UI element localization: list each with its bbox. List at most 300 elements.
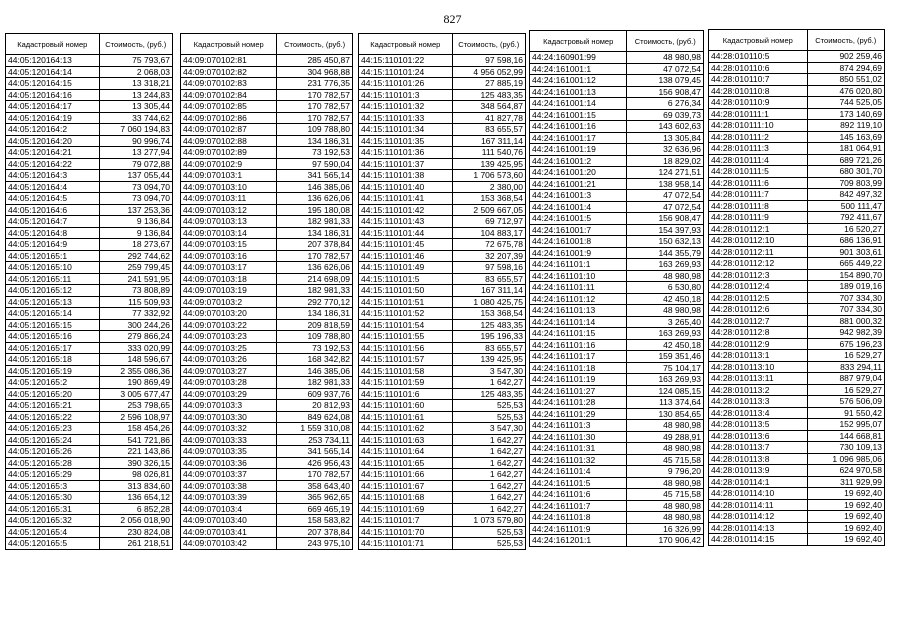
table-row — [359, 112, 526, 124]
table-row — [359, 296, 526, 308]
table-row — [709, 476, 885, 488]
table-row — [359, 227, 526, 239]
cost-cell: 744 525,05 — [807, 97, 884, 109]
table-row — [530, 178, 704, 190]
cadastral-number-cell: 44:09:070102:88 — [181, 135, 277, 147]
cadastral-number-cell: 44:05:120165:18 — [6, 354, 100, 366]
cadastral-number-cell: 44:09:070102:82 — [181, 66, 277, 78]
cadastral-number-cell: 44:15:110101:56 — [359, 342, 453, 354]
cost-cell: 146 385,06 — [277, 181, 353, 193]
table-row — [359, 319, 526, 331]
table-row — [530, 224, 704, 236]
cadastral-number-cell: 44:05:120164:9 — [6, 239, 100, 251]
table-row — [6, 89, 173, 101]
cadastral-number-cell: 44:09:070102:85 — [181, 101, 277, 113]
cost-cell: 134 186,31 — [277, 135, 353, 147]
cadastral-number-cell: 44:09:070103:20 — [181, 308, 277, 320]
table-row — [181, 296, 353, 308]
table-row — [181, 250, 353, 262]
cadastral-number-cell: 44:15:110101:34 — [359, 124, 453, 136]
cadastral-number-cell: 44:28:010110:8 — [709, 85, 808, 97]
table-row — [709, 304, 885, 316]
cost-cell: 27 885,19 — [452, 78, 525, 90]
cadastral-number-cell: 44:15:110101:61 — [359, 411, 453, 423]
cadastral-table-2 — [180, 33, 353, 550]
cadastral-number-cell: 44:28:010111:1 — [709, 108, 808, 120]
cadastral-number-cell: 44:24:161101:6 — [530, 489, 627, 501]
table-row — [359, 377, 526, 389]
header-cost: Стоимость, (руб.) — [277, 34, 353, 55]
table-row — [530, 190, 704, 202]
cost-cell: 48 980,98 — [627, 52, 704, 64]
table-row — [6, 411, 173, 423]
cadastral-number-cell: 44:15:110101:69 — [359, 503, 453, 515]
table-row — [709, 361, 885, 373]
table-row — [6, 112, 173, 124]
table-row — [709, 85, 885, 97]
table-row — [6, 434, 173, 446]
cost-cell: 47 072,54 — [627, 201, 704, 213]
cadastral-number-cell: 44:15:110101:43 — [359, 216, 453, 228]
cadastral-number-cell: 44:28:010112:10 — [709, 235, 808, 247]
cadastral-number-cell: 44:05:120165:2 — [6, 377, 100, 389]
table-row — [181, 262, 353, 274]
cost-cell: 3 547,30 — [452, 365, 525, 377]
table-row — [6, 273, 173, 285]
cadastral-number-cell: 44:28:010112:4 — [709, 281, 808, 293]
cadastral-number-cell: 44:05:120165:23 — [6, 423, 100, 435]
cadastral-number-cell: 44:24:161101:10 — [530, 270, 627, 282]
cadastral-number-cell: 44:09:070102:86 — [181, 112, 277, 124]
cadastral-number-cell: 44:05:120164:22 — [6, 158, 100, 170]
cost-cell: 833 294,11 — [807, 361, 884, 373]
cadastral-number-cell: 44:05:120165:29 — [6, 469, 100, 481]
cost-cell: 42 450,18 — [627, 293, 704, 305]
cadastral-number-cell: 44:24:161101:9 — [530, 523, 627, 535]
cost-cell: 97 598,16 — [452, 55, 525, 67]
cost-cell: 881 000,32 — [807, 315, 884, 327]
cost-cell: 207 378,84 — [277, 239, 353, 251]
cost-cell: 3 547,30 — [452, 423, 525, 435]
cost-cell: 709 803,99 — [807, 177, 884, 189]
table-row — [530, 500, 704, 512]
table-row — [530, 109, 704, 121]
cadastral-number-cell: 44:24:161101:29 — [530, 408, 627, 420]
cadastral-number-cell: 44:24:161201:1 — [530, 535, 627, 547]
cost-cell: 154 890,70 — [807, 269, 884, 281]
table-row — [359, 78, 526, 90]
table-row — [530, 144, 704, 156]
cost-cell: 541 721,86 — [99, 434, 172, 446]
cost-cell: 139 425,95 — [452, 354, 525, 366]
cadastral-number-cell: 44:05:120164:3 — [6, 170, 100, 182]
cadastral-number-cell: 44:15:110101:24 — [359, 66, 453, 78]
cost-cell: 45 715,58 — [627, 454, 704, 466]
table-row — [6, 423, 173, 435]
cost-cell: 153 368,54 — [452, 193, 525, 205]
cadastral-number-cell: 44:15:110101:57 — [359, 354, 453, 366]
table-row — [181, 78, 353, 90]
cadastral-number-cell: 44:05:120165:19 — [6, 365, 100, 377]
table-row — [181, 365, 353, 377]
cadastral-number-cell: 44:24:161101:32 — [530, 454, 627, 466]
cost-cell: 341 565,14 — [277, 170, 353, 182]
table-row — [530, 155, 704, 167]
cost-cell: 313 834,60 — [99, 480, 172, 492]
cadastral-number-cell: 44:28:010113:6 — [709, 430, 808, 442]
table-row — [709, 235, 885, 247]
cadastral-number-cell: 44:15:110101:49 — [359, 262, 453, 274]
table-row — [359, 515, 526, 527]
cadastral-number-cell: 44:09:070102:87 — [181, 124, 277, 136]
cost-cell: 669 465,19 — [277, 503, 353, 515]
cost-cell: 83 655,57 — [452, 342, 525, 354]
table-row — [709, 442, 885, 454]
table-row — [6, 170, 173, 182]
cost-cell: 124 085,15 — [627, 385, 704, 397]
table-row — [709, 62, 885, 74]
table-row — [709, 108, 885, 120]
table-row — [6, 308, 173, 320]
cost-cell: 163 269,93 — [627, 328, 704, 340]
cost-cell: 109 788,80 — [277, 124, 353, 136]
cost-cell: 181 064,91 — [807, 143, 884, 155]
cost-cell: 1 642,27 — [452, 469, 525, 481]
table-row — [530, 247, 704, 259]
table-row — [709, 166, 885, 178]
table-row — [530, 362, 704, 374]
cadastral-number-cell: 44:09:070103:14 — [181, 227, 277, 239]
cadastral-number-cell: 44:24:161001:20 — [530, 167, 627, 179]
header-cadastral-number: Кадастровый номер — [709, 30, 808, 51]
cadastral-number-cell: 44:09:070103:32 — [181, 423, 277, 435]
cadastral-number-cell: 44:05:120164:19 — [6, 112, 100, 124]
table-row — [709, 384, 885, 396]
cost-cell: 48 980,98 — [627, 270, 704, 282]
cadastral-number-cell: 44:15:110101:7 — [359, 515, 453, 527]
table-row — [6, 319, 173, 331]
table-row — [359, 526, 526, 538]
cost-cell: 170 782,57 — [277, 101, 353, 113]
cadastral-number-cell: 44:05:120165:26 — [6, 446, 100, 458]
cadastral-number-cell: 44:28:010111:4 — [709, 154, 808, 166]
cost-cell: 1 096 985,06 — [807, 453, 884, 465]
cost-cell: 48 980,98 — [627, 305, 704, 317]
cadastral-number-cell: 44:24:160901:99 — [530, 52, 627, 64]
header-cost: Стоимость, (руб.) — [452, 34, 525, 55]
table-row — [181, 285, 353, 297]
table-row — [530, 167, 704, 179]
table-row — [530, 121, 704, 133]
cost-cell: 892 119,10 — [807, 120, 884, 132]
cost-cell: 195 180,08 — [277, 204, 353, 216]
table-row — [6, 538, 173, 550]
table-row — [359, 469, 526, 481]
table-row — [359, 457, 526, 469]
cost-cell: 686 136,91 — [807, 235, 884, 247]
cost-cell: 525,53 — [452, 400, 525, 412]
cadastral-number-cell: 44:15:110101:68 — [359, 492, 453, 504]
table-row — [709, 189, 885, 201]
cadastral-number-cell: 44:28:010113:9 — [709, 465, 808, 477]
table-row — [181, 112, 353, 124]
table-row — [6, 204, 173, 216]
cadastral-number-cell: 44:05:120164:6 — [6, 204, 100, 216]
table-row — [6, 469, 173, 481]
cadastral-number-cell: 44:15:110101:3 — [359, 89, 453, 101]
table-row — [181, 66, 353, 78]
cadastral-number-cell: 44:09:070103:19 — [181, 285, 277, 297]
cadastral-number-cell: 44:09:070103:10 — [181, 181, 277, 193]
cost-cell: 1 642,27 — [452, 503, 525, 515]
cadastral-number-cell: 44:24:161101:11 — [530, 282, 627, 294]
cost-cell: 689 721,26 — [807, 154, 884, 166]
cadastral-number-cell: 44:05:120165:16 — [6, 331, 100, 343]
table-row — [530, 86, 704, 98]
table-row — [359, 181, 526, 193]
cost-cell: 98 026,81 — [99, 469, 172, 481]
table-row — [6, 55, 173, 67]
cadastral-number-cell: 44:15:110101:38 — [359, 170, 453, 182]
cost-cell: 136 626,06 — [277, 262, 353, 274]
cost-cell: 2 056 018,90 — [99, 515, 172, 527]
cadastral-number-cell: 44:24:161101:12 — [530, 293, 627, 305]
table-row — [530, 132, 704, 144]
cadastral-number-cell: 44:05:120165:28 — [6, 457, 100, 469]
cost-cell: 942 982,39 — [807, 327, 884, 339]
table-row — [6, 250, 173, 262]
cost-cell: 680 301,70 — [807, 166, 884, 178]
table-row — [6, 158, 173, 170]
cost-cell: 170 782,57 — [277, 250, 353, 262]
table-row — [6, 388, 173, 400]
table-row — [359, 216, 526, 228]
cost-cell: 2 596 108,97 — [99, 411, 172, 423]
cost-cell: 144 355,79 — [627, 247, 704, 259]
cadastral-number-cell: 44:28:010114:12 — [709, 511, 808, 523]
cost-cell: 167 311,14 — [452, 135, 525, 147]
cost-cell: 850 551,02 — [807, 74, 884, 86]
cadastral-number-cell: 44:05:120165:32 — [6, 515, 100, 527]
cost-cell: 146 385,06 — [277, 365, 353, 377]
cost-cell: 159 351,46 — [627, 351, 704, 363]
cost-cell: 195 196,33 — [452, 331, 525, 343]
cadastral-number-cell: 44:15:110101:6 — [359, 388, 453, 400]
table-row — [530, 305, 704, 317]
cost-cell: 887 979,04 — [807, 373, 884, 385]
cadastral-number-cell: 44:05:120164:15 — [6, 78, 100, 90]
cost-cell: 231 776,35 — [277, 78, 353, 90]
cost-cell: 2 380,00 — [452, 181, 525, 193]
table-row — [709, 350, 885, 362]
cadastral-number-cell: 44:15:110101:54 — [359, 319, 453, 331]
cadastral-number-cell: 44:28:010112:8 — [709, 327, 808, 339]
cost-cell: 49 288,91 — [627, 431, 704, 443]
cost-cell: 138 958,14 — [627, 178, 704, 190]
table-row — [359, 262, 526, 274]
cost-cell: 1 642,27 — [452, 377, 525, 389]
cost-cell: 48 980,98 — [627, 512, 704, 524]
table-row — [530, 259, 704, 271]
cost-cell: 125 483,35 — [452, 319, 525, 331]
cost-cell: 113 374,64 — [627, 397, 704, 409]
table-row — [709, 269, 885, 281]
table-row — [530, 454, 704, 466]
cadastral-number-cell: 44:09:070103:36 — [181, 457, 277, 469]
cadastral-number-cell: 44:09:070103:25 — [181, 342, 277, 354]
cadastral-table-5 — [708, 29, 885, 546]
table-row — [359, 308, 526, 320]
cost-cell: 125 483,35 — [452, 89, 525, 101]
table-row — [6, 181, 173, 193]
cadastral-number-cell: 44:28:010114:13 — [709, 522, 808, 534]
cadastral-number-cell: 44:09:070103:40 — [181, 515, 277, 527]
cadastral-number-cell: 44:15:110101:51 — [359, 296, 453, 308]
cost-cell: 145 163,69 — [807, 131, 884, 143]
cadastral-number-cell: 44:05:120165:12 — [6, 285, 100, 297]
cadastral-number-cell: 44:09:070103:22 — [181, 319, 277, 331]
cost-cell: 304 968,88 — [277, 66, 353, 78]
cadastral-number-cell: 44:24:161101:15 — [530, 328, 627, 340]
cost-cell: 1 706 573,60 — [452, 170, 525, 182]
cost-cell: 341 565,14 — [277, 446, 353, 458]
cost-cell: 849 624,08 — [277, 411, 353, 423]
table-row — [6, 342, 173, 354]
cadastral-number-cell: 44:24:161101:19 — [530, 374, 627, 386]
table-row — [709, 488, 885, 500]
cost-cell: 525,53 — [452, 538, 525, 550]
header-cadastral-number: Кадастровый номер — [359, 34, 453, 55]
table-row — [709, 499, 885, 511]
table-row — [709, 200, 885, 212]
cadastral-number-cell: 44:24:161101:30 — [530, 431, 627, 443]
cost-cell: 124 271,51 — [627, 167, 704, 179]
cost-cell: 9 136,84 — [99, 227, 172, 239]
cadastral-number-cell: 44:24:161101:16 — [530, 339, 627, 351]
cadastral-number-cell: 44:05:120165:15 — [6, 319, 100, 331]
cadastral-number-cell: 44:15:110101:59 — [359, 377, 453, 389]
header-cost: Стоимость, (руб.) — [807, 30, 884, 51]
cost-cell: 6 276,34 — [627, 98, 704, 110]
cost-cell: 20 812,93 — [277, 400, 353, 412]
cost-cell: 624 970,58 — [807, 465, 884, 477]
table-row — [6, 446, 173, 458]
cost-cell: 167 311,14 — [452, 285, 525, 297]
cost-cell: 158 454,26 — [99, 423, 172, 435]
cadastral-number-cell: 44:24:161101:8 — [530, 512, 627, 524]
cost-cell: 73 808,89 — [99, 285, 172, 297]
cadastral-number-cell: 44:24:161101:4 — [530, 466, 627, 478]
cadastral-number-cell: 44:05:120165:4 — [6, 526, 100, 538]
table-row — [6, 239, 173, 251]
cost-cell: 73 192,53 — [277, 147, 353, 159]
cadastral-number-cell: 44:05:120165:1 — [6, 250, 100, 262]
cadastral-number-cell: 44:24:161101:17 — [530, 351, 627, 363]
cadastral-number-cell: 44:28:010113:8 — [709, 453, 808, 465]
cost-cell: 9 796,20 — [627, 466, 704, 478]
table-row — [359, 89, 526, 101]
cadastral-number-cell: 44:09:070103:13 — [181, 216, 277, 228]
cost-cell: 163 269,93 — [627, 259, 704, 271]
cadastral-number-cell: 44:28:010110:6 — [709, 62, 808, 74]
page-number: 827 — [443, 12, 462, 26]
cost-cell: 3 265,40 — [627, 316, 704, 328]
cost-cell: 137 253,36 — [99, 204, 172, 216]
cadastral-number-cell: 44:24:161001:7 — [530, 224, 627, 236]
table-row — [530, 535, 704, 547]
cost-cell: 19 692,40 — [807, 534, 884, 546]
cadastral-number-cell: 44:28:010113:2 — [709, 384, 808, 396]
table-row — [181, 181, 353, 193]
table-row — [359, 400, 526, 412]
cadastral-number-cell: 44:09:070103:16 — [181, 250, 277, 262]
cadastral-number-cell: 44:15:110101:60 — [359, 400, 453, 412]
table-row — [181, 434, 353, 446]
table-row — [530, 328, 704, 340]
cadastral-number-cell: 44:24:161101:31 — [530, 443, 627, 455]
cost-cell: 292 744,62 — [99, 250, 172, 262]
cadastral-number-cell: 44:24:161001:14 — [530, 98, 627, 110]
cost-cell: 6 852,28 — [99, 503, 172, 515]
table-row — [181, 388, 353, 400]
cost-cell: 2 355 086,36 — [99, 365, 172, 377]
cost-cell: 19 692,40 — [807, 511, 884, 523]
table-row — [709, 154, 885, 166]
table-row — [6, 101, 173, 113]
cost-cell: 73 094,70 — [99, 181, 172, 193]
table-row — [6, 515, 173, 527]
table-row — [709, 465, 885, 477]
cadastral-number-cell: 44:28:010111:7 — [709, 189, 808, 201]
table-row — [6, 66, 173, 78]
cost-cell: 138 079,45 — [627, 75, 704, 87]
table-row — [181, 503, 353, 515]
table-row — [6, 365, 173, 377]
table-row — [530, 408, 704, 420]
table-row — [359, 170, 526, 182]
cadastral-table-4 — [529, 30, 704, 547]
table-row — [181, 239, 353, 251]
table-row — [181, 526, 353, 538]
table-row — [359, 285, 526, 297]
cost-cell: 1 642,27 — [452, 434, 525, 446]
cost-cell: 170 782,57 — [277, 112, 353, 124]
table-row — [6, 285, 173, 297]
table-row — [709, 407, 885, 419]
table-row — [181, 193, 353, 205]
table-row — [6, 78, 173, 90]
cost-cell: 609 937,76 — [277, 388, 353, 400]
cadastral-number-cell: 44:09:070103:4 — [181, 503, 277, 515]
table-row — [6, 526, 173, 538]
cadastral-number-cell: 44:09:070103:27 — [181, 365, 277, 377]
table-row — [181, 158, 353, 170]
cost-cell: 73 094,70 — [99, 193, 172, 205]
cadastral-number-cell: 44:09:070103:33 — [181, 434, 277, 446]
cost-cell: 48 980,98 — [627, 443, 704, 455]
table-row — [359, 193, 526, 205]
cadastral-number-cell: 44:05:120165:21 — [6, 400, 100, 412]
cadastral-number-cell: 44:09:070102:89 — [181, 147, 277, 159]
cost-cell: 190 869,49 — [99, 377, 172, 389]
cadastral-number-cell: 44:24:161101:18 — [530, 362, 627, 374]
cost-cell: 143 602,63 — [627, 121, 704, 133]
cadastral-number-cell: 44:05:120164:5 — [6, 193, 100, 205]
table-row — [359, 503, 526, 515]
table-row — [181, 170, 353, 182]
table-header-row — [181, 34, 353, 55]
cost-cell: 109 788,80 — [277, 331, 353, 343]
